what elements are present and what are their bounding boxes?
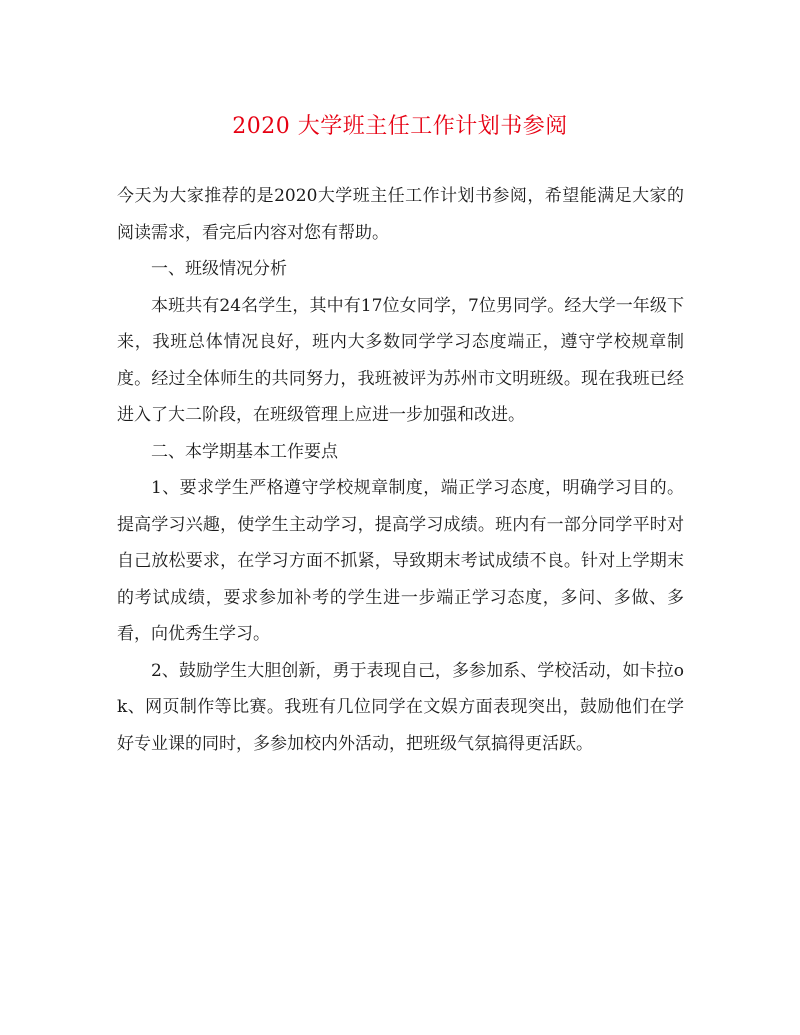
work-point-2-paragraph: 2、鼓励学生大胆创新，勇于表现自己，多参加系、学校活动，如卡拉ok、网页制作等比赛。我班有几位同学在文娱方面表现突出，鼓励他们在学好专业课的同时，多参加校内外活动，把班级气氛搞得更活跃。 <box>117 660 684 754</box>
section-heading-work-points: 二、本学期基本工作要点 <box>151 441 338 462</box>
class-analysis-paragraph: 本班共有24名学生，其中有17位女同学，7位男同学。经大学一年级下来，我班总体情况良好，班内大多数同学学习态度端正，遵守学校规章制度。经过全体师生的共同努力，我班被评为苏州市文明班级。现在我班已经进入了大二阶段，在班级管理上应进一步加强和改进。 <box>117 295 684 425</box>
document-title: 2020 大学班主任工作计划书参阅 <box>232 114 568 139</box>
work-point-1-paragraph: 1、要求学生严格遵守学校规章制度，端正学习态度，明确学习目的。提高学习兴趣，使学生主动学习，提高学习成绩。班内有一部分同学平时对自己放松要求，在学习方面不抓紧，导致期末考试成绩不良。针对上学期末的考试成绩，要求参加补考的学生进一步端正学习态度，多问、多做、多看，向优秀生学习。 <box>117 478 684 644</box>
document-body <box>117 178 684 762</box>
section-heading-class-analysis: 一、班级情况分析 <box>151 259 287 279</box>
intro-paragraph: 今天为大家推荐的是2020大学班主任工作计划书参阅，希望能满足大家的阅读需求，看完后内容对您有帮助。 <box>117 186 684 243</box>
